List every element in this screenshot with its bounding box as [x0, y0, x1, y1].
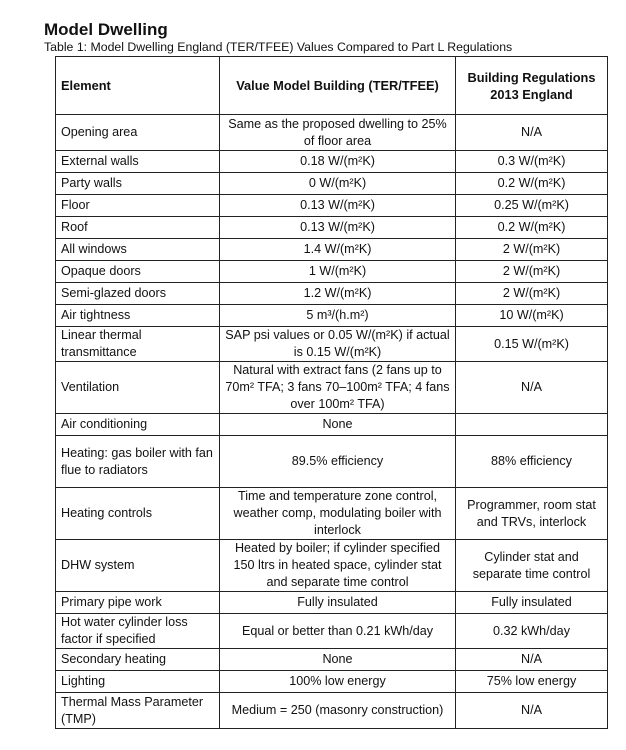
cell-value-model-building: 1.4 W/(m²K) [220, 239, 456, 261]
table-row [56, 671, 608, 693]
cell-building-regulations: 75% low energy [456, 671, 608, 693]
cell-element: Air conditioning [56, 414, 220, 436]
cell-element: Linear thermal transmittance [56, 327, 220, 362]
cell-value-model-building: 0 W/(m²K) [220, 173, 456, 195]
table-row [56, 327, 608, 362]
cell-element: DHW system [56, 540, 220, 592]
table-row [56, 436, 608, 488]
cell-building-regulations: N/A [456, 115, 608, 151]
table-row [56, 592, 608, 614]
cell-value-model-building: 89.5% efficiency [220, 436, 456, 488]
table-row [56, 151, 608, 173]
table-body [56, 115, 608, 729]
cell-value-model-building: Medium = 250 (masonry construction) [220, 693, 456, 729]
cell-element: Ventilation [56, 362, 220, 414]
cell-value-model-building: 0.13 W/(m²K) [220, 195, 456, 217]
cell-value-model-building: Same as the proposed dwelling to 25% of floor area [220, 115, 456, 151]
table-row [56, 261, 608, 283]
cell-building-regulations: 0.3 W/(m²K) [456, 151, 608, 173]
cell-element: Heating: gas boiler with fan flue to radiators [56, 436, 220, 488]
table-row [56, 540, 608, 592]
table-caption: Table 1: Model Dwelling England (TER/TFEE) Values Compared to Part L Regulations [44, 40, 513, 54]
cell-element: All windows [56, 239, 220, 261]
cell-value-model-building: 0.18 W/(m²K) [220, 151, 456, 173]
cell-building-regulations: 0.32 kWh/day [456, 614, 608, 649]
cell-element: Air tightness [56, 305, 220, 327]
cell-element: Party walls [56, 173, 220, 195]
header-value-model-building: Value Model Building (TER/TFEE) [220, 57, 456, 115]
cell-value-model-building: 1 W/(m²K) [220, 261, 456, 283]
cell-building-regulations: 88% efficiency [456, 436, 608, 488]
document-title: Model Dwelling [44, 20, 168, 39]
table-row [56, 217, 608, 239]
cell-value-model-building: Time and temperature zone control, weather comp, modulating boiler with interlock [220, 488, 456, 540]
cell-value-model-building: 100% low energy [220, 671, 456, 693]
cell-element: Opening area [56, 115, 220, 151]
cell-value-model-building: Equal or better than 0.21 kWh/day [220, 614, 456, 649]
cell-element: Primary pipe work [56, 592, 220, 614]
cell-building-regulations [456, 414, 608, 436]
cell-value-model-building: 0.13 W/(m²K) [220, 217, 456, 239]
cell-element: Lighting [56, 671, 220, 693]
table-row [56, 414, 608, 436]
cell-building-regulations: 0.15 W/(m²K) [456, 327, 608, 362]
table-row [56, 173, 608, 195]
cell-building-regulations: 2 W/(m²K) [456, 261, 608, 283]
cell-building-regulations: Cylinder stat and separate time control [456, 540, 608, 592]
table-row [56, 283, 608, 305]
table-row [56, 239, 608, 261]
cell-building-regulations: Fully insulated [456, 592, 608, 614]
cell-building-regulations: Programmer, room stat and TRVs, interlock [456, 488, 608, 540]
cell-value-model-building: SAP psi values or 0.05 W/(m²K) if actual is 0.15 W/(m²K) [220, 327, 456, 362]
table-row [56, 362, 608, 414]
model-dwelling-table [55, 56, 608, 729]
cell-building-regulations: N/A [456, 362, 608, 414]
cell-value-model-building: None [220, 649, 456, 671]
cell-building-regulations: 0.2 W/(m²K) [456, 217, 608, 239]
table-row [56, 614, 608, 649]
table-row [56, 488, 608, 540]
cell-element: Semi-glazed doors [56, 283, 220, 305]
table-header-row [56, 57, 608, 115]
table-row [56, 195, 608, 217]
cell-value-model-building: Fully insulated [220, 592, 456, 614]
cell-element: Floor [56, 195, 220, 217]
header-building-regulations: Building Regulations 2013 England [456, 57, 608, 115]
table-row [56, 649, 608, 671]
table-row [56, 305, 608, 327]
cell-building-regulations: 2 W/(m²K) [456, 283, 608, 305]
cell-element: Thermal Mass Parameter (TMP) [56, 693, 220, 729]
table-row [56, 693, 608, 729]
cell-element: Heating controls [56, 488, 220, 540]
cell-building-regulations: N/A [456, 693, 608, 729]
cell-element: External walls [56, 151, 220, 173]
cell-building-regulations: 0.25 W/(m²K) [456, 195, 608, 217]
cell-value-model-building: 1.2 W/(m²K) [220, 283, 456, 305]
cell-value-model-building: 5 m³/(h.m²) [220, 305, 456, 327]
cell-value-model-building: Heated by boiler; if cylinder specified 150 ltrs in heated space, cylinder stat and separate time control [220, 540, 456, 592]
cell-element: Hot water cylinder loss factor if specified [56, 614, 220, 649]
cell-building-regulations: 0.2 W/(m²K) [456, 173, 608, 195]
cell-building-regulations: 10 W/(m²K) [456, 305, 608, 327]
cell-value-model-building: None [220, 414, 456, 436]
cell-value-model-building: Natural with extract fans (2 fans up to 70m² TFA; 3 fans 70–100m² TFA; 4 fans over 100m² TFA) [220, 362, 456, 414]
cell-element: Opaque doors [56, 261, 220, 283]
table-row [56, 115, 608, 151]
cell-building-regulations: 2 W/(m²K) [456, 239, 608, 261]
cell-building-regulations: N/A [456, 649, 608, 671]
cell-element: Secondary heating [56, 649, 220, 671]
cell-element: Roof [56, 217, 220, 239]
header-element: Element [56, 57, 220, 115]
